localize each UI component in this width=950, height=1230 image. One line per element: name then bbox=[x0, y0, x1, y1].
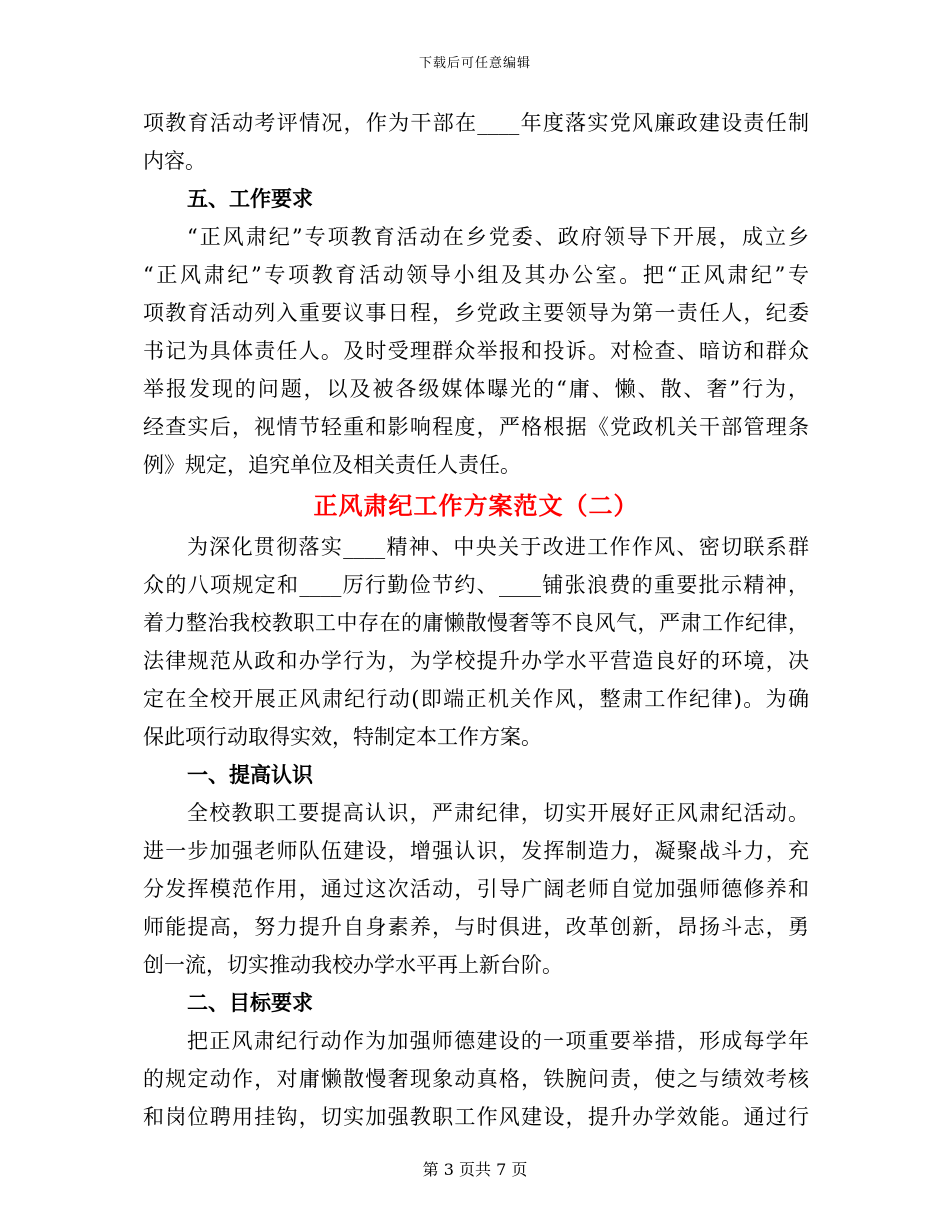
section-heading-2: 二、目标要求 bbox=[187, 990, 313, 1015]
paragraph-line: 分发挥模范作用，通过这次活动，引导广阔老师自觉加强师德修养和 bbox=[143, 877, 809, 901]
paragraph-line: 经查实后，视情节轻重和影响程度，严格根据《党政机关干部管理条 bbox=[143, 415, 809, 439]
paragraph-line: 项教育活动列入重要议事日程，乡党政主要领导为第一责任人，纪委 bbox=[143, 301, 809, 325]
paragraph-line: 内容。 bbox=[143, 149, 206, 173]
paragraph-line: 和岗位聘用挂钩，切实加强教职工作风建设，提升办学效能。通过行 bbox=[143, 1105, 809, 1129]
paragraph-line: 师能提高，努力提升自身素养，与时俱进，改革创新，昂扬斗志，勇 bbox=[143, 915, 809, 939]
page-header: 下载后可任意编辑 bbox=[418, 56, 531, 71]
paragraph-line: 把正风肃纪行动作为加强师德建设的一项重要举措，形成每学年 bbox=[187, 1029, 809, 1053]
paragraph-line: “正风肃纪”专项教育活动领导小组及其办公室。把“正风肃纪”专 bbox=[143, 263, 809, 287]
section-heading-1: 一、提高认识 bbox=[187, 762, 313, 787]
paragraph-line: 为深化贯彻落实____精神、中央关于改进工作作风、密切联系群 bbox=[187, 535, 809, 559]
document-body bbox=[143, 104, 809, 1136]
paragraph-line: 进一步加强老师队伍建设，增强认识，发挥制造力，凝聚战斗力，充 bbox=[143, 839, 809, 863]
paragraph-line: 众的八项规定和____厉行勤俭节约、____铺张浪费的重要批示精神， bbox=[143, 573, 809, 597]
paragraph-line: 例》规定，追究单位及相关责任人责任。 bbox=[143, 453, 521, 477]
paragraph-line: 举报发现的问题，以及被各级媒体曝光的“庸、懒、散、奢”行为， bbox=[143, 377, 809, 401]
paragraph-line: 法律规范从政和办学行为，为学校提升办学水平营造良好的环境，决 bbox=[143, 649, 809, 673]
paragraph-line: 的规定动作，对庸懒散慢奢现象动真格，铁腕问责，使之与绩效考核 bbox=[143, 1067, 809, 1091]
paragraph-line: 着力整治我校教职工中存在的庸懒散慢奢等不良风气，严肃工作纪律， bbox=[143, 611, 809, 635]
paragraph-line: 创一流，切实推动我校办学水平再上新台阶。 bbox=[143, 953, 563, 977]
page-footer: 第 3 页共 7 页 bbox=[422, 1160, 528, 1179]
paragraph-line: 定在全校开展正风肃纪行动(即端正机关作风，整肃工作纪律)。为确 bbox=[143, 687, 809, 711]
paragraph-line: 项教育活动考评情况，作为干部在____年度落实党风廉政建设责任制 bbox=[143, 111, 809, 135]
section-heading-5: 五、工作要求 bbox=[187, 186, 313, 211]
paragraph-line: 保此项行动取得实效，特制定本工作方案。 bbox=[143, 725, 542, 749]
paragraph-line: 全校教职工要提高认识，严肃纪律，切实开展好正风肃纪活动。 bbox=[187, 801, 809, 825]
paragraph-line: “正风肃纪”专项教育活动在乡党委、政府领导下开展，成立乡 bbox=[187, 225, 809, 249]
paragraph-line: 书记为具体责任人。及时受理群众举报和投诉。对检查、暗访和群众 bbox=[143, 339, 809, 363]
document-title: 正风肃纪工作方案范文（二） bbox=[313, 491, 639, 520]
